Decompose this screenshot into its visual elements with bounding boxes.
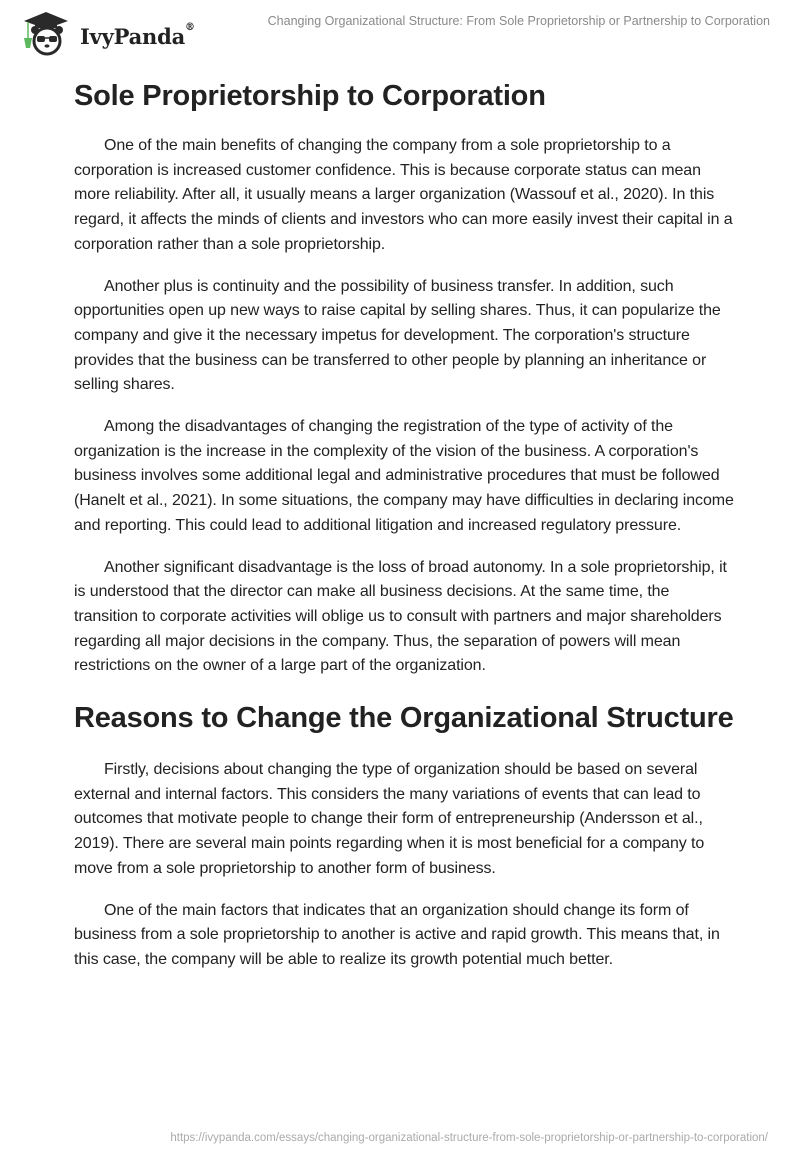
paragraph: Among the disadvantages of changing the registration of the type of activity of the organization is the increase in the complexity of the vision of the business. A corporation's business involves some additional legal and administrative procedures that must be followed (Hanelt et al., 2021). In some situations, the company may have difficulties in declaring income and reporting. This could lead to additional litigation and increased regulatory pressure. bbox=[74, 418, 734, 534]
logo[interactable] bbox=[18, 8, 195, 56]
paragraph: Another plus is continuity and the possibility of business transfer. In addition, such opportunities open up new ways to raise capital by selling shares. Thus, it can popularize the company and give it the necessary impetus for development. The corporation's structure provides that the business can be transferred to other people by planning an inheritance or selling shares. bbox=[74, 277, 721, 394]
page-title: Changing Organizational Structure: From Sole Proprietorship or Partnership to Corporation bbox=[267, 14, 770, 28]
header bbox=[0, 0, 800, 60]
paragraph: One of the main benefits of changing the company from a sole proprietorship to a corporation is increased customer confidence. This is because corporate status can mean more reliability. After all, it usually means a larger organization (Wassouf et al., 2020). In this regard, it affects the minds of clients and investors who can more easily invest their capital in a corporation rather than a sole proprietorship. bbox=[74, 137, 733, 253]
section-heading: Reasons to Change the Organizational Structure bbox=[74, 702, 734, 735]
source-url[interactable]: https://ivypanda.com/essays/changing-organizational-structure-from-sole-proprietorship-or-partnership-to-corporation/ bbox=[170, 1132, 768, 1144]
article-content bbox=[74, 70, 734, 990]
paragraph: One of the main factors that indicates that an organization should change its form of business from a sole proprietorship to another is active and rapid growth. This means that, in this case, the company will be able to realize its growth potential much better. bbox=[74, 901, 720, 968]
paragraph: Firstly, decisions about changing the type of organization should be based on several external and internal factors. This considers the many variations of events that can lead to outcomes that motivate people to change their form of entrepreneurship (Andersson et al., 2019). There are several main points regarding when it is most beneficial for a company to move from a sole proprietorship to another form of business. bbox=[74, 761, 705, 877]
paragraph: Another significant disadvantage is the loss of broad autonomy. In a sole proprietorship, it is understood that the director can make all business decisions. At the same time, the transition to corporate activities will oblige us to consult with partners and major shareholders regarding all major decisions in the company. Thus, the separation of powers will mean restrictions on the owner of a large part of the organization. bbox=[74, 558, 727, 675]
panda-graduate-icon bbox=[18, 8, 74, 56]
logo-text: IvyPanda® bbox=[80, 21, 195, 49]
section-heading: Sole Proprietorship to Corporation bbox=[74, 80, 546, 112]
